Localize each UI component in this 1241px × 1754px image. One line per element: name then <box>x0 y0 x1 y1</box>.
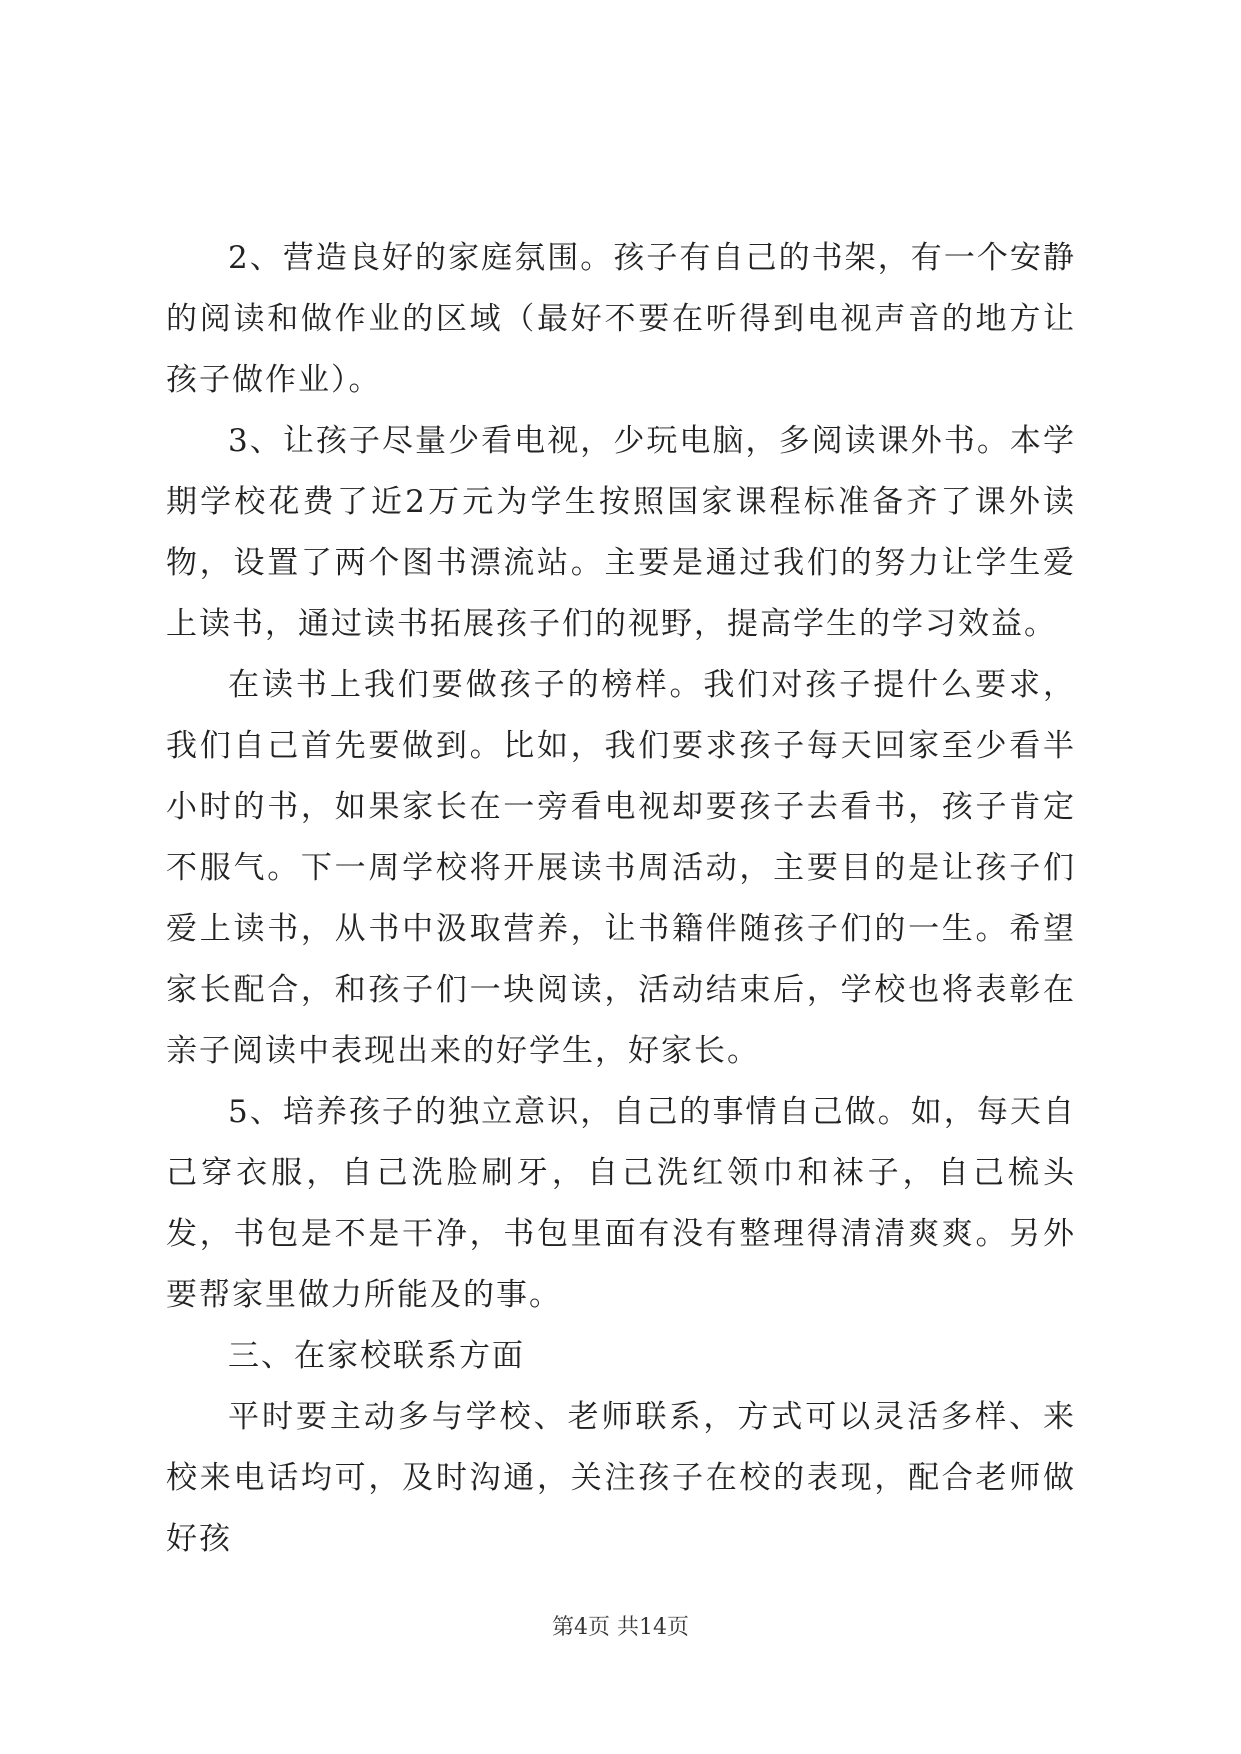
paragraph-less-tv: 3、让孩子尽量少看电视，少玩电脑，多阅读课外书。本学期学校花费了近2万元为学生按照国家课程标准备齐了课外读物，设置了两个图书漂流站。主要是通过我们的努力让学生爱上读书，通过读书拓展孩子们的视野，提高学生的学习效益。 <box>166 423 1076 642</box>
paragraph-role-model: 在读书上我们要做孩子的榜样。我们对孩子提什么要求，我们自己首先要做到。比如，我们要求孩子每天回家至少看半小时的书，如果家长在一旁看电视却要孩子去看书，孩子肯定不服气。下一周学校将开展读书周活动，主要目的是让孩子们爱上读书，从书中汲取营养，让书籍伴随孩子们的一生。希望家长配合，和孩子们一块阅读，活动结束后，学校也将表彰在亲子阅读中表现出来的好学生，好家长。 <box>166 667 1076 1069</box>
section-heading-home-school: 三、在家校联系方面 <box>228 1338 525 1374</box>
paragraph-contact-school: 平时要主动多与学校、老师联系，方式可以灵活多样、来校来电话均可，及时沟通，关注孩子在校的表现，配合老师做好孩 <box>166 1399 1076 1557</box>
paragraph-independence: 5、培养孩子的独立意识，自己的事情自己做。如，每天自己穿衣服，自己洗脸刷牙，自己洗红领巾和袜子，自己梳头发，书包是不是干净，书包里面有没有整理得清清爽爽。另外要帮家里做力所能及的事。 <box>166 1094 1076 1313</box>
page-number-footer: 第4页 共14页 <box>552 1615 689 1640</box>
body-text <box>166 228 1076 1570</box>
paragraph-reading-environment: 2、营造良好的家庭氛围。孩子有自己的书架，有一个安静的阅读和做作业的区域（最好不要在听得到电视声音的地方让孩子做作业）。 <box>166 240 1076 398</box>
